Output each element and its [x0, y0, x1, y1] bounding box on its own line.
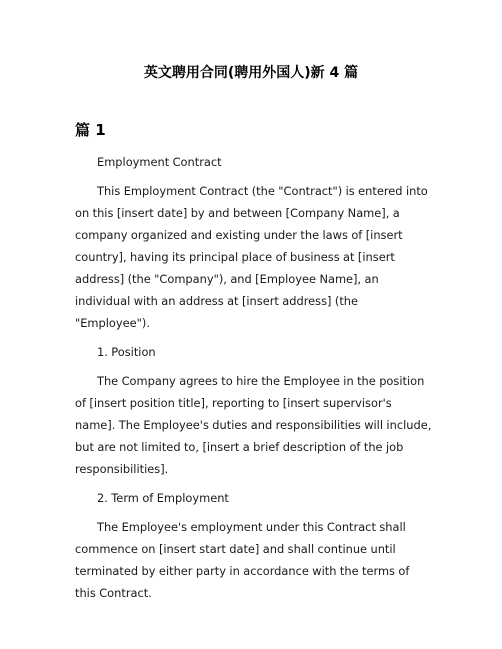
- section-heading: 篇 1: [75, 121, 106, 139]
- clause-text-term: The Employee's employment under this Contract shall commence on [insert start date] and shall continue until terminated by either party in accordance with the terms of this Contract.: [75, 520, 410, 600]
- document-title: 英文聘用合同(聘用外国人)新 4 篇: [143, 65, 359, 81]
- document-body: [75, 151, 432, 611]
- clause-heading-position: 1. Position: [97, 345, 156, 359]
- contract-title: Employment Contract: [97, 155, 222, 169]
- clause-text-position: The Company agrees to hire the Employee in the position of [insert position title], reporting to [insert supervisor's name]. The Employee's duties and responsibilities will include, but are not limited to, [insert a brief description of the job responsibilities].: [75, 374, 432, 476]
- intro-paragraph: This Employment Contract (the "Contract") is entered into on this [insert date] by and between [Company Name], a company organized and existing under the laws of [insert country], having its principal place of business at [insert address] (the "Company"), and [Employee Name], an individual with an address at [insert address] (the "Employee").: [75, 184, 428, 330]
- clause-heading-term: 2. Term of Employment: [97, 491, 229, 505]
